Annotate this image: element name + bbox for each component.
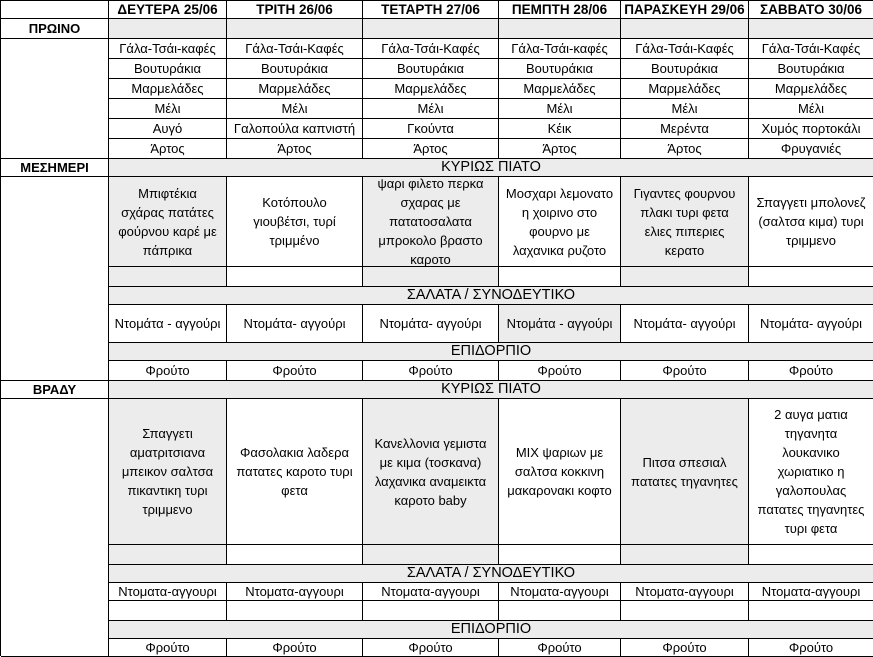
empty-cell — [109, 545, 227, 565]
dinner-salad-label: ΣΑΛΑΤΑ / ΣΥΝΟΔΕΥΤΙΚΟ — [109, 565, 873, 583]
breakfast-item: Γκούντα — [363, 119, 499, 139]
day-header: ΔΕΥΤΕΡΑ 25/06 — [109, 1, 227, 19]
corner-cell — [1, 1, 109, 19]
empty-cell — [109, 267, 227, 287]
breakfast-item: Βουτυράκια — [227, 59, 363, 79]
breakfast-item: Μέλι — [227, 99, 363, 119]
breakfast-item: Μέλι — [109, 99, 227, 119]
breakfast-item: Βουτυράκια — [363, 59, 499, 79]
breakfast-item: Μαρμελάδες — [749, 79, 873, 99]
empty-cell — [363, 601, 499, 621]
dinner-salad-item: Ντοματα-αγγουρι — [621, 583, 749, 601]
breakfast-item: Μέλι — [621, 99, 749, 119]
lunch-salad-item: Ντομάτα - αγγούρι — [109, 305, 227, 343]
dinner-main-dish: Κανελλονια γεμιστα με κιμα (τοσκανα) λαχανικα αναμεικτα καροτο baby — [363, 399, 499, 545]
empty-cell — [621, 545, 749, 565]
breakfast-item: Γάλα-Τσάι-καφές — [499, 39, 621, 59]
breakfast-item: Κέικ — [499, 119, 621, 139]
dinner-salad-item: Ντοματα-αγγουρι — [749, 583, 873, 601]
breakfast-item: Άρτος — [227, 139, 363, 159]
breakfast-item: Χυμός πορτοκάλι — [749, 119, 873, 139]
day-header: ΠΑΡΑΣΚΕΥΗ 29/06 — [621, 1, 749, 19]
lunch-dessert-item: Φρούτο — [621, 361, 749, 381]
lunch-salad-item: Ντομάτα - αγγούρι — [499, 305, 621, 343]
breakfast-item: Γάλα-Τσάι-καφές — [109, 39, 227, 59]
day-header: ΠΕΜΠΤΗ 28/06 — [499, 1, 621, 19]
dinner-salad-item: Ντοματα-αγγουρι — [499, 583, 621, 601]
breakfast-item: Φρυγανιές — [749, 139, 873, 159]
empty-cell — [499, 545, 621, 565]
breakfast-item: Βουτυράκια — [499, 59, 621, 79]
breakfast-item: Άρτος — [109, 139, 227, 159]
breakfast-side-cell — [1, 39, 109, 159]
lunch-main-dish: ψαρι φιλετο περκα σχαρας με πατατοσαλατα μπροκολο βραστο καροτο — [363, 177, 499, 267]
empty-cell — [621, 601, 749, 621]
empty-cell — [227, 601, 363, 621]
breakfast-item: Βουτυράκια — [621, 59, 749, 79]
dinner-dessert-item: Φρούτο — [749, 639, 873, 657]
lunch-main-dish: Μοσχαρι λεμονατο η χοιρινο στο φουρνο με λαχανικα ρυζοτο — [499, 177, 621, 267]
dinner-salad-item: Ντοματα-αγγουρι — [109, 583, 227, 601]
dinner-salad-item: Ντοματα-αγγουρι — [227, 583, 363, 601]
lunch-main-dish: Κοτόπουλο γιουβέτσι, τυρί τριμμένο — [227, 177, 363, 267]
lunch-label: ΜΕΣΗΜΕΡΙ — [1, 159, 109, 177]
dinner-salad-item: Ντοματα-αγγουρι — [363, 583, 499, 601]
breakfast-item: Μαρμελάδες — [227, 79, 363, 99]
breakfast-item: Γάλα-Τσάι-Καφές — [363, 39, 499, 59]
breakfast-item: Μερέντα — [621, 119, 749, 139]
breakfast-item: Βουτυράκια — [749, 59, 873, 79]
empty-cell — [227, 19, 363, 39]
breakfast-item: Μέλι — [499, 99, 621, 119]
breakfast-item: Άρτος — [621, 139, 749, 159]
breakfast-item: Άρτος — [499, 139, 621, 159]
lunch-main-dish: Μπιφτέκια σχάρας πατάτες φούρνου καρέ με πάπρικα — [109, 177, 227, 267]
dinner-label: ΒΡΑΔΥ — [1, 381, 109, 399]
lunch-dessert-item: Φρούτο — [749, 361, 873, 381]
dinner-dessert-label: ΕΠΙΔΟΡΠΙΟ — [109, 621, 873, 639]
empty-cell — [109, 601, 227, 621]
lunch-dessert-item: Φρούτο — [109, 361, 227, 381]
empty-cell — [749, 601, 873, 621]
lunch-salad-item: Ντομάτα- αγγούρι — [363, 305, 499, 343]
day-header: ΤΕΤΑΡΤΗ 27/06 — [363, 1, 499, 19]
breakfast-item: Μαρμελάδες — [363, 79, 499, 99]
breakfast-item: Μαρμελάδες — [499, 79, 621, 99]
breakfast-item: Βουτυράκια — [109, 59, 227, 79]
breakfast-item: Αυγό — [109, 119, 227, 139]
empty-cell — [499, 267, 621, 287]
empty-cell — [363, 267, 499, 287]
lunch-salad-item: Ντομάτα- αγγούρι — [749, 305, 873, 343]
empty-cell — [621, 267, 749, 287]
empty-cell — [499, 19, 621, 39]
dinner-dessert-item: Φρούτο — [363, 639, 499, 657]
dinner-main-dish: 2 αυγα ματια τηγανητα λουκανικο χωριατικο η γαλοπουλας πατατες τηγανητες τυρι φετα — [749, 399, 873, 545]
dinner-dessert-item: Φρούτο — [499, 639, 621, 657]
empty-cell — [227, 545, 363, 565]
lunch-salad-item: Ντομάτα- αγγούρι — [227, 305, 363, 343]
dinner-dessert-item: Φρούτο — [109, 639, 227, 657]
empty-cell — [621, 19, 749, 39]
breakfast-item: Γάλα-Τσάι-Καφές — [621, 39, 749, 59]
breakfast-item: Μαρμελάδες — [109, 79, 227, 99]
dinner-main-dish: Φασολακια λαδερα πατατες καροτο τυρι φετα — [227, 399, 363, 545]
breakfast-item: Άρτος — [363, 139, 499, 159]
empty-cell — [363, 545, 499, 565]
empty-cell — [109, 19, 227, 39]
dinner-dessert-item: Φρούτο — [227, 639, 363, 657]
empty-cell — [499, 601, 621, 621]
dinner-main-label: ΚΥΡΙΩΣ ΠΙΑΤΟ — [109, 381, 873, 399]
breakfast-item: Μέλι — [363, 99, 499, 119]
dinner-dessert-item: Φρούτο — [621, 639, 749, 657]
lunch-main-dish: Σπαγγετι μπολονεζ (σαλτσα κιμα) τυρι τριμμενο — [749, 177, 873, 267]
empty-cell — [227, 267, 363, 287]
dinner-main-dish: Πιτσα σπεσιαλ πατατες τηγανητες — [621, 399, 749, 545]
lunch-main-dish: Γιγαντες φουρνου πλακι τυρι φετα ελιες πιπεριες κερατο — [621, 177, 749, 267]
lunch-main-label: ΚΥΡΙΩΣ ΠΙΑΤΟ — [109, 159, 873, 177]
empty-cell — [749, 267, 873, 287]
breakfast-item: Γάλα-Τσάι-Καφές — [227, 39, 363, 59]
lunch-dessert-item: Φρούτο — [363, 361, 499, 381]
empty-cell — [749, 19, 873, 39]
lunch-salad-label: ΣΑΛΑΤΑ / ΣΥΝΟΔΕΥΤΙΚΟ — [109, 287, 873, 305]
breakfast-item: Γάλα-Τσάι-Καφές — [749, 39, 873, 59]
day-header: ΣΑΒΒΑΤΟ 30/06 — [749, 1, 873, 19]
breakfast-label: ΠΡΩΙΝΟ — [1, 19, 109, 39]
lunch-dessert-item: Φρούτο — [227, 361, 363, 381]
empty-cell — [749, 545, 873, 565]
dinner-side-cell — [1, 399, 109, 657]
breakfast-item: Μαρμελάδες — [621, 79, 749, 99]
dinner-main-dish: Σπαγγετι αματριτσιανα μπεικον σαλτσα πικαντικη τυρι τριμμενο — [109, 399, 227, 545]
dinner-main-dish: ΜΙΧ ψαριων με σαλτσα κοκκινη μακαρονακι κοφτο — [499, 399, 621, 545]
lunch-dessert-label: ΕΠΙΔΟΡΠΙΟ — [109, 343, 873, 361]
empty-cell — [363, 19, 499, 39]
breakfast-item: Γαλοπούλα καπνιστή — [227, 119, 363, 139]
breakfast-item: Μέλι — [749, 99, 873, 119]
lunch-dessert-item: Φρούτο — [499, 361, 621, 381]
lunch-side-cell — [1, 177, 109, 381]
lunch-salad-item: Ντομάτα- αγγούρι — [621, 305, 749, 343]
day-header: ΤΡΙΤΗ 26/06 — [227, 1, 363, 19]
